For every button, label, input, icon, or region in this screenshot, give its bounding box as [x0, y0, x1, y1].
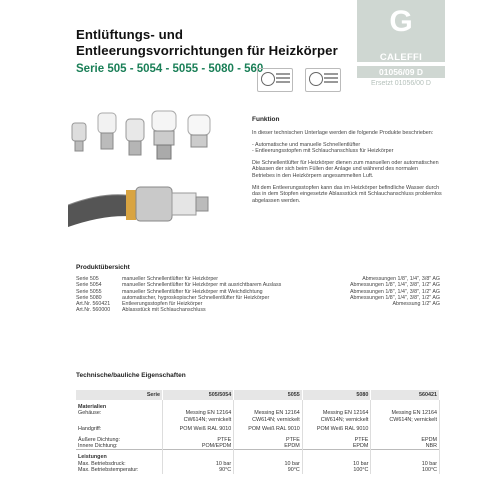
product-table	[76, 276, 440, 314]
produkt-title: Produktübersicht	[76, 264, 130, 271]
document-code-old: Ersetzt 01056/00 D	[371, 80, 431, 87]
table-row: Leistungen	[76, 450, 440, 461]
funktion-title: Funktion	[252, 116, 280, 123]
table-row: Art.Nr. 560000 Ablassstück mit Schlauchanschluss	[76, 307, 206, 314]
table-row: Serie 505 manueller Schnellentlüfter für Heizkörper Abmessungen 1/8", 1/4", 3/8" AG	[76, 276, 440, 282]
table-row: Handgriff: POM Weiß RAL 9010 POM Weiß RAL 9010 POM Weiß RAL 9010	[76, 423, 440, 432]
table-row: Serie 5080 automatischer, hygroskopischer Schnellentlüfter für Heizkörper Abmessungen 1/8", 1/4", 3/8", 1/2" AG	[76, 294, 440, 301]
brand-mark: G	[389, 5, 413, 38]
table-row: Max. Betriebstemperatur: 90°C 90°C 100°C 100°C	[76, 467, 440, 473]
table-row: Gehäuse: Messing EN 12164 CW614N; vernickelt Messing EN 12164 CW614N; vernickelt Messing EN 12164 CW614N; vernickelt Messing EN 12164 CW614N; vernickelt	[76, 410, 440, 423]
table-row: Äußere Dichtung: PTFE PTFE PTFE EPDM	[76, 433, 440, 443]
certification-logo	[257, 68, 293, 92]
table-row: Materialien	[76, 400, 440, 410]
table-row: Serie 5054 manueller Schnellentlüfter für Heizkörper mit ausrichtbarem Auslass Abmessungen 1/8", 1/4", 3/8", 1/2" AG	[76, 282, 440, 289]
page-title: Entlüftungs- und Entleerungsvorrichtungen für Heizkörper	[76, 27, 338, 58]
brand-name: CALEFFI	[379, 52, 423, 63]
table-row: Art.Nr. 560421 Entleerungsstopfen für Heizkörper Abmessung 1/2" AG	[76, 301, 440, 308]
table-row: Max. Betriebsdruck: 10 bar 10 bar 10 bar 10 bar	[76, 461, 440, 467]
tech-table: Serie 505/5054 5055 5080 560421 Materialien Gehäuse: Messing EN 12164 CW614N; vernickelt Messing EN 12164 CW614N; vernickelt Messing EN 12164 CW614N; vernickelt Messing EN 12164 CW614N; vernickelt Handgriff: POM Weiß RAL 9010 POM Weiß RAL 9010 POM Weiß RAL 9010 Äußere Dichtung: PTFE PTFE PTFE EPDM Innere Dichtung: POM/EPDM EPDM EPDM NBR Leistungen Max. Betriebsdruck: 10 bar 10 bar 10 bar 10 bar Max. Betriebstemperatur: 90°C 90°C 100°C 100°C	[76, 390, 440, 474]
series-title: Serie 505 - 5054 - 5055 - 5080 - 560	[76, 63, 264, 75]
product-image	[68, 105, 228, 235]
tech-title: Technische/bauliche Eigenschaften	[76, 372, 186, 379]
document-code: 01056/09 D	[357, 66, 445, 78]
table-row: Innere Dichtung: POM/EPDM EPDM EPDM NBR	[76, 443, 440, 450]
table-row: Serie 5055 manueller Schnellentlüfter für Heizkörper mit Weichdichtung Abmessungen 1/8", 1/4", 3/8", 1/2" AG	[76, 288, 440, 295]
certification-logo	[305, 68, 341, 92]
funktion-text: In dieser technischen Unterlage werden die folgende Produkte beschrieben: - Automatische und manuelle Schnellentlüfter - Entleerungsstopfen mit Schlauchanschluss für Heizkörper Die Schnellentlüfter für Heizkörper dienen zum manuellen oder automatischen Ablassen der sich beim Füllen der Anlage und während des normalen Betriebes in den Heizkörpern angesammelten Luft. Mit dem Entleerungsstopfen kann das im Heizkörper befindliche Wasser durch das in dem Stopfen eingesetzte Ablassstück mit Schlauchanschluss problemlos abgelassen werden.	[252, 130, 442, 204]
